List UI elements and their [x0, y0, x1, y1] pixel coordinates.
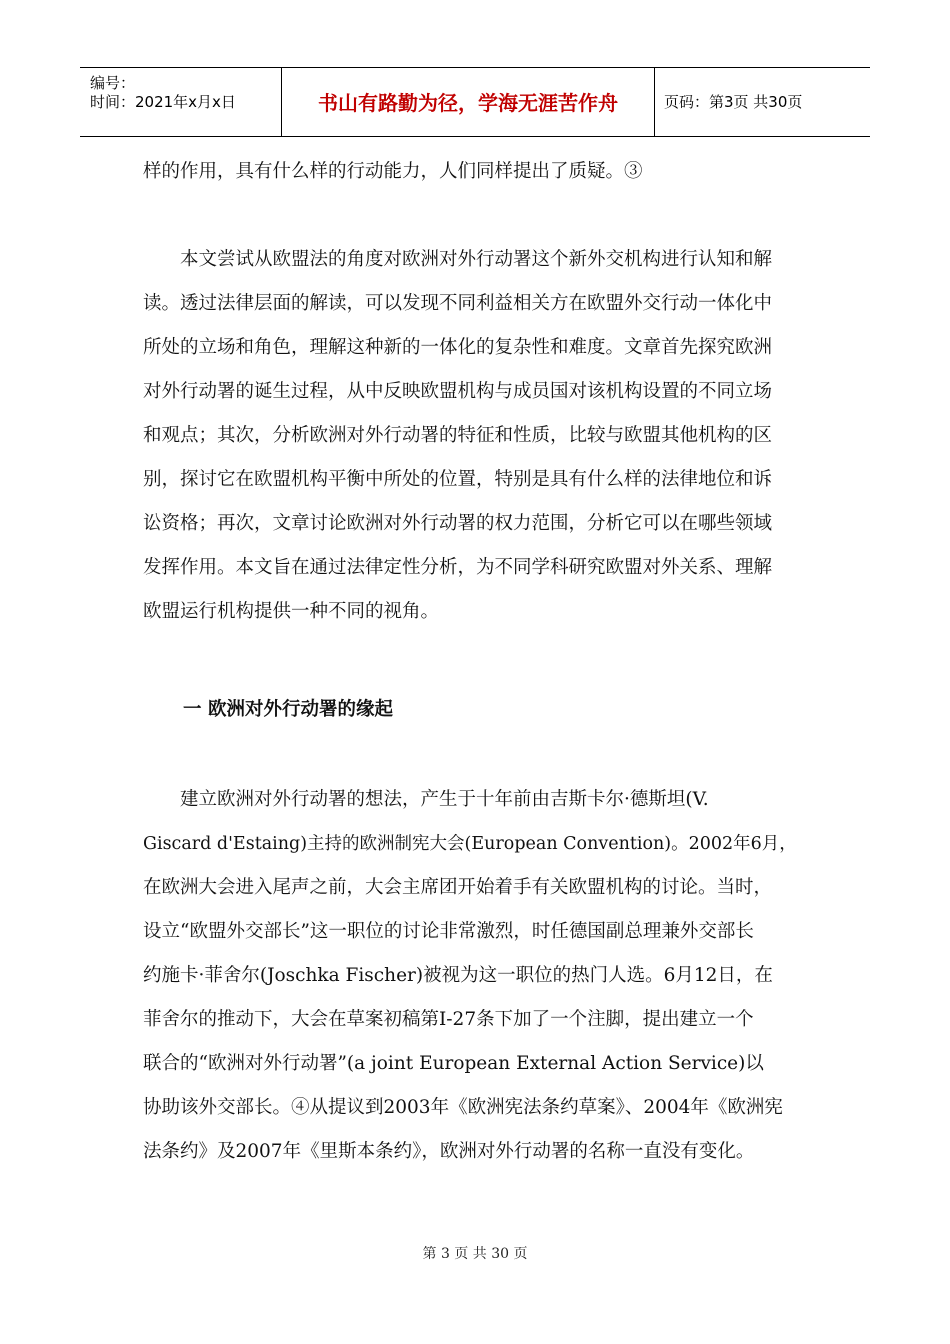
- paragraph-1-line: 本文尝试从欧盟法的角度对欧洲对外行动署这个新外交机构进行认知和解: [143, 249, 773, 270]
- paragraph-1-line: 别，探讨它在欧盟机构平衡中所处的位置，特别是具有什么样的法律地位和诉: [143, 469, 773, 490]
- page-footer: 第 3 页 共 30 页: [422, 1246, 528, 1262]
- paragraph-1-line: 讼资格；再次，文章讨论欧洲对外行动署的权力范围，分析它可以在哪些领域: [143, 513, 773, 534]
- body-line: 样的作用，具有什么样的行动能力，人们同样提出了质疑。③: [143, 161, 643, 182]
- paragraph-2-line: 联合的“欧洲对外行动署”(a joint European External Action Service)以: [143, 1053, 764, 1074]
- header-page-cell: [654, 68, 870, 136]
- section-heading: 一 欧洲对外行动署的缘起: [183, 699, 393, 720]
- header-motto: 书山有路勤为径，学海无涯苦作舟: [318, 91, 618, 115]
- header-page-info: 页码：第3页 共30页: [664, 93, 803, 111]
- paragraph-2-line: 在欧洲大会进入尾声之前，大会主席团开始着手有关欧盟机构的讨论。当时，: [143, 877, 773, 898]
- paragraph-1-line: 欧盟运行机构提供一种不同的视角。: [143, 601, 440, 622]
- header-meta-cell: [80, 68, 280, 136]
- paragraph-2-line: 菲舍尔的推动下，大会在草案初稿第Ⅰ-27条下加了一个注脚，提出建立一个: [143, 1009, 754, 1030]
- paragraph-2-line: 约施卡·菲舍尔(Joschka Fischer)被视为这一职位的热门人选。6月12日，在: [143, 965, 773, 986]
- paragraph-1-line: 读。透过法律层面的解读，可以发现不同利益相关方在欧盟外交行动一体化中: [143, 293, 773, 314]
- paragraph-1-line: 发挥作用。本文旨在通过法律定性分析，为不同学科研究欧盟对外关系、理解: [143, 557, 773, 578]
- header-motto-cell: [281, 68, 655, 136]
- document-header: [80, 67, 870, 137]
- paragraph-1-line: 所处的立场和角色，理解这种新的一体化的复杂性和难度。文章首先探究欧洲: [143, 337, 773, 358]
- paragraph-2-line: 设立“欧盟外交部长”这一职位的讨论非常激烈，时任德国副总理兼外交部长: [143, 921, 754, 942]
- paragraph-1-line: 对外行动署的诞生过程，从中反映欧盟机构与成员国对该机构设置的不同立场: [143, 381, 773, 402]
- document-number-label: 编号：: [90, 74, 136, 92]
- paragraph-2-line: Giscard d'Estaing)主持的欧洲制宪大会(European Convention)。2002年6月，: [143, 834, 797, 854]
- paragraph-2-line: 建立欧洲对外行动署的想法，产生于十年前由吉斯卡尔·德斯坦(V.: [143, 789, 709, 810]
- paragraph-2-line: 法条约》及2007年《里斯本条约》，欧洲对外行动署的名称一直没有变化。: [143, 1141, 755, 1162]
- document-date-label: 时间：2021年x月x日: [90, 93, 236, 111]
- paragraph-2-line: 协助该外交部长。④从提议到2003年《欧洲宪法条约草案》、2004年《欧洲宪: [143, 1097, 783, 1118]
- paragraph-1-line: 和观点；其次，分析欧洲对外行动署的特征和性质，比较与欧盟其他机构的区: [143, 425, 773, 446]
